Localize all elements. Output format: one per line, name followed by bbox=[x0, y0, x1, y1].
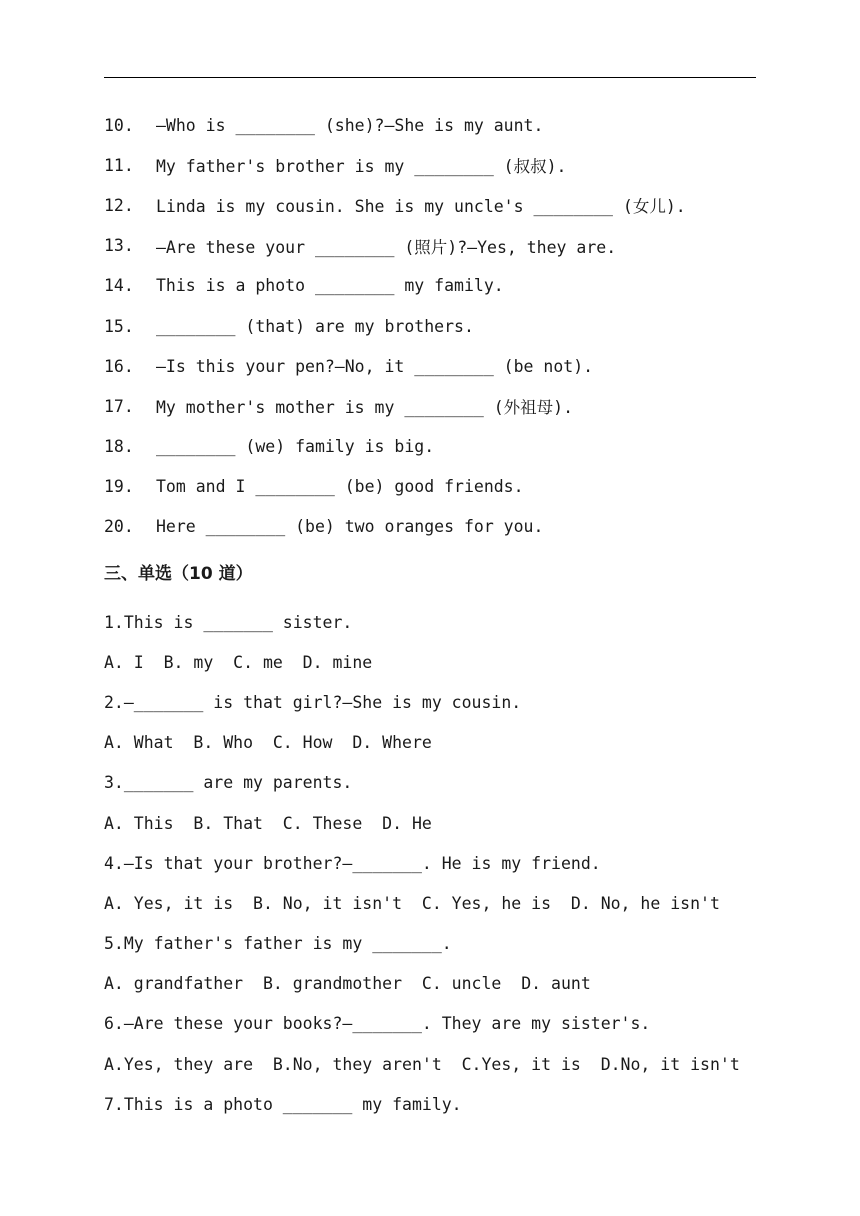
question-text: My father's brother is my ________ (叔叔). bbox=[156, 157, 567, 177]
fill-item-20 bbox=[104, 507, 764, 547]
fill-item-16 bbox=[104, 346, 764, 386]
question-stem-5: 5.My father's father is my _______. bbox=[104, 934, 452, 954]
question-number: 11. bbox=[104, 155, 134, 175]
fill-item-15 bbox=[104, 306, 764, 346]
fill-item-11 bbox=[104, 145, 764, 185]
answer-options-5: A. grandfather B. grandmother C. uncle D. aunt bbox=[104, 974, 591, 994]
fill-item-14 bbox=[104, 266, 764, 306]
question-text: My mother's mother is my ________ (外祖母). bbox=[156, 398, 574, 418]
question-stem-2: 2.—_______ is that girl?—She is my cousin. bbox=[104, 692, 522, 712]
question-stem-3: 3._______ are my parents. bbox=[104, 773, 353, 793]
answer-options-3: A. This B. That C. These D. He bbox=[104, 813, 432, 833]
multiple-choice-section bbox=[104, 602, 764, 1124]
question-text: —Who is ________ (she)?—She is my aunt. bbox=[156, 115, 544, 135]
question-text: This is a photo ________ my family. bbox=[156, 276, 504, 296]
question-number: 16. bbox=[104, 356, 134, 376]
question-stem-6: 6.—Are these your books?—_______. They are my sister's. bbox=[104, 1014, 651, 1034]
question-stem-7: 7.This is a photo _______ my family. bbox=[104, 1094, 462, 1114]
question-number: 14. bbox=[104, 276, 134, 296]
question-stem-4: 4.—Is that your brother?—_______. He is my friend. bbox=[104, 853, 601, 873]
fill-in-blank-section bbox=[104, 105, 764, 547]
answer-options-6: A.Yes, they are B.No, they aren't C.Yes, it is D.No, it isn't bbox=[104, 1054, 740, 1074]
question-text: —Are these your ________ (照片)?—Yes, they are. bbox=[156, 237, 617, 257]
fill-item-13 bbox=[104, 226, 764, 266]
question-stem-1: 1.This is _______ sister. bbox=[104, 612, 353, 632]
fill-item-12 bbox=[104, 185, 764, 225]
question-number: 10. bbox=[104, 115, 134, 135]
question-text: Tom and I ________ (be) good friends. bbox=[156, 477, 524, 497]
answer-options-2: A. What B. Who C. How D. Where bbox=[104, 733, 432, 753]
question-number: 12. bbox=[104, 195, 134, 215]
fill-item-19 bbox=[104, 467, 764, 507]
question-text: Linda is my cousin. She is my uncle's ________ (女儿). bbox=[156, 197, 686, 217]
answer-options-4: A. Yes, it is B. No, it isn't C. Yes, he is D. No, he isn't bbox=[104, 893, 720, 913]
question-text: ________ (we) family is big. bbox=[156, 437, 435, 457]
question-number: 18. bbox=[104, 437, 134, 457]
question-number: 17. bbox=[104, 396, 134, 416]
question-text: Here ________ (be) two oranges for you. bbox=[156, 517, 544, 537]
question-number: 20. bbox=[104, 517, 134, 537]
fill-item-10 bbox=[104, 105, 764, 145]
question-number: 13. bbox=[104, 236, 134, 256]
question-number: 15. bbox=[104, 316, 134, 336]
header-rule bbox=[104, 77, 756, 78]
question-text: —Is this your pen?—No, it ________ (be not). bbox=[156, 356, 594, 376]
fill-item-17 bbox=[104, 386, 764, 426]
fill-item-18 bbox=[104, 427, 764, 467]
question-text: ________ (that) are my brothers. bbox=[156, 316, 474, 336]
answer-options-1: A. I B. my C. me D. mine bbox=[104, 652, 373, 672]
question-number: 19. bbox=[104, 477, 134, 497]
section-heading: 三、单选（10 道） bbox=[104, 564, 253, 584]
